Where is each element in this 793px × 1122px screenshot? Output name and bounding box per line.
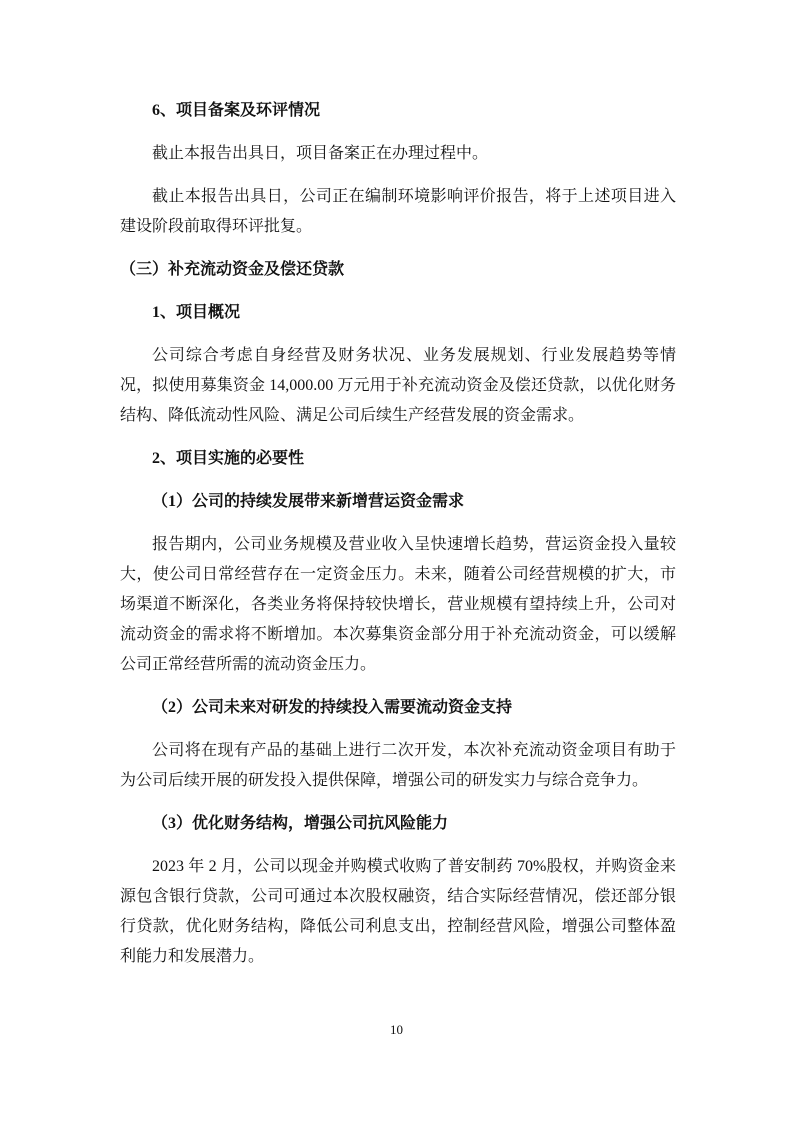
paragraph-project-overview: 公司综合考虑自身经营及财务状况、业务发展规划、行业发展趋势等情况，拟使用募集资金 14,000.00 万元用于补充流动资金及偿还贷款，以优化财务结构、降低流动性风险、满足公司后续生产经营发展的资金需求。 xyxy=(120,347,676,424)
heading-necessity-1: （1）公司的持续发展带来新增营运资金需求 xyxy=(152,493,465,510)
heading-necessity-2: （2）公司未来对研发的持续投入需要流动资金支持 xyxy=(152,699,513,716)
paragraph-eia-status: 截止本报告出具日，公司正在编制环境影响评价报告，将于上述项目进入建设阶段前取得环评批复。 xyxy=(120,188,676,235)
paragraph-necessity-2: 公司将在现有产品的基础上进行二次开发，本次补充流动资金项目有助于为公司后续开展的研发投入提供保障，增强公司的研发实力与综合竞争力。 xyxy=(120,742,676,789)
heading-necessity: 2、项目实施的必要性 xyxy=(152,450,305,467)
page-number: 10 xyxy=(390,1022,403,1037)
heading-necessity-3: （3）优化财务结构，增强公司抗风险能力 xyxy=(152,815,449,832)
heading-project-filing-eia: 6、项目备案及环评情况 xyxy=(152,102,321,119)
paragraph-filing-status: 截止本报告出具日，项目备案正在办理过程中。 xyxy=(152,145,489,162)
paragraph-necessity-3: 2023 年 2 月，公司以现金并购模式收购了普安制药 70%股权，并购资金来源包含银行贷款，公司可通过本次股权融资，结合实际经营情况，偿还部分银行贷款，优化财务结构，降低公司利息支出，控制经营风险，增强公司整体盈利能力和发展潜力。 xyxy=(120,858,676,965)
heading-project-overview: 1、项目概况 xyxy=(152,304,241,321)
paragraph-necessity-1: 报告期内，公司业务规模及营业收入呈快速增长趋势，营运资金投入量较大，使公司日常经营存在一定资金压力。未来，随着公司经营规模的扩大，市场渠道不断深化，各类业务将保持较快增长，营业规模有望持续上升，公司对流动资金的需求将不断增加。本次募集资金部分用于补充流动资金，可以缓解公司正常经营所需的流动资金压力。 xyxy=(120,536,676,673)
heading-working-capital-section: （三）补充流动资金及偿还贷款 xyxy=(120,261,345,278)
